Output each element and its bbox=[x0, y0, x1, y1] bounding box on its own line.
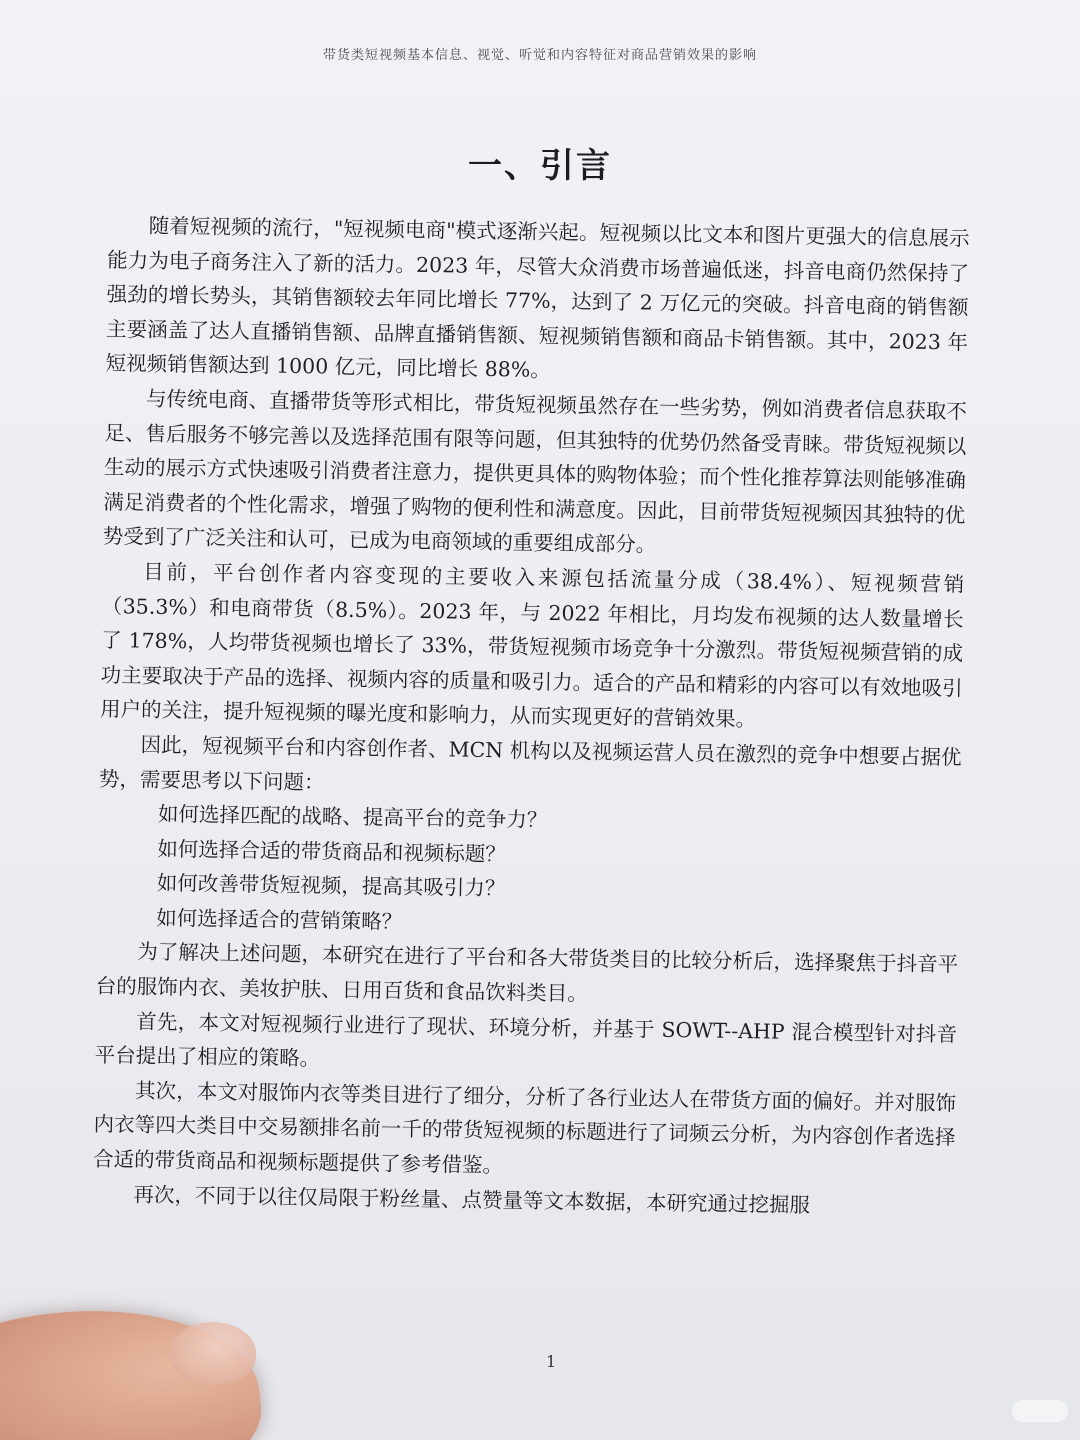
paragraph: 其次，本文对服饰内衣等类目进行了细分，分析了各行业达人在带货方面的偏好。并对服饰内衣等四大类目中交易额排名前一千的带货短视频的标题进行了词频云分析，为内容创作者选择合适的带货商品和视频标题提供了参考借鉴。 bbox=[92, 1078, 957, 1178]
paragraph: 目前，平台创作者内容变现的主要收入来源包括流量分成（38.4%）、短视频营销（35.3%）和电商带货（8.5%）。2023 年，与 2022 年相比，月均发布视频的达人数量增长了 178%，人均带货视频也增长了 33%，带货短视频市场竞争十分激烈。带货短视频营销的成功主要取决于产品的选择、视频内容的质量和吸引力。适合的产品和精彩的内容可以有效地吸引用户的关注，提升短视频的曝光度和影响力，从而实现更好的营销效果。 bbox=[99, 559, 965, 732]
paragraph: 因此，短视频平台和内容创作者、MCN 机构以及视频运营人员在激烈的竞争中想要占据优势，需要思考以下问题： bbox=[98, 732, 962, 794]
fingernail-overlay bbox=[170, 1322, 256, 1384]
paragraph: 首先，本文对短视频行业进行了现状、环境分析，并基于 SOWT--AHP 混合模型针对抖音平台提出了相应的策略。 bbox=[94, 1009, 958, 1071]
section-title: 一、引言 bbox=[468, 146, 612, 186]
running-head: 带货类短视频基本信息、视觉、听觉和内容特征对商品营销效果的影响 bbox=[322, 48, 757, 63]
paragraph: 再次，不同于以往仅局限于粉丝量、点赞量等文本数据，本研究通过挖掘服 bbox=[133, 1182, 811, 1217]
paragraph: 为了解决上述问题，本研究在进行了平台和各大带货类目的比较分析后，选择聚焦于抖音平台的服饰内衣、美妆护肤、日用百货和食品饮料类目。 bbox=[95, 940, 959, 1006]
paragraph: 与传统电商、直播带货等形式相比，带货短视频虽然存在一些劣势，例如消费者信息获取不足、售后服务不够完善以及选择范围有限等问题，但其独特的优势仍然备受青睐。带货短视频以生动的展示方式快速吸引消费者注意力，提供更具体的购物体验；而个性化推荐算法则能够准确满足消费者的个性化需求，增强了购物的便利性和满意度。因此，目前带货短视频因其独特的优势受到了广泛关注和认可，已成为电商领域的重要组成部分。 bbox=[102, 386, 968, 557]
paragraph: 随着短视频的流行，"短视频电商"模式逐渐兴起。短视频以比文本和图片更强大的信息展示能力为电子商务注入了新的活力。2023 年，尽管大众消费市场普遍低迷，抖音电商仍然保持了强劲的增长势头，其销售额较去年同比增长 77%，达到了 2 万亿元的突破。抖音电商的销售额主要涵盖了达人直播销售额、品牌直播销售额、短视频销售额和商品卡销售额。其中，2023 年短视频销售额达到 1000 亿元，同比增长 88%。 bbox=[105, 213, 970, 383]
question-item: 如何改善带货短视频，提高其吸引力？ bbox=[156, 871, 506, 901]
watermark-badge bbox=[1012, 1400, 1068, 1422]
question-item: 如何选择匹配的战略、提高平台的竞争力？ bbox=[157, 801, 548, 833]
body-text bbox=[92, 208, 970, 1225]
page-number: 1 bbox=[546, 1352, 557, 1371]
question-item: 如何选择合适的带货商品和视频标题？ bbox=[157, 836, 507, 867]
question-item: 如何选择适合的营销策略？ bbox=[156, 905, 403, 934]
